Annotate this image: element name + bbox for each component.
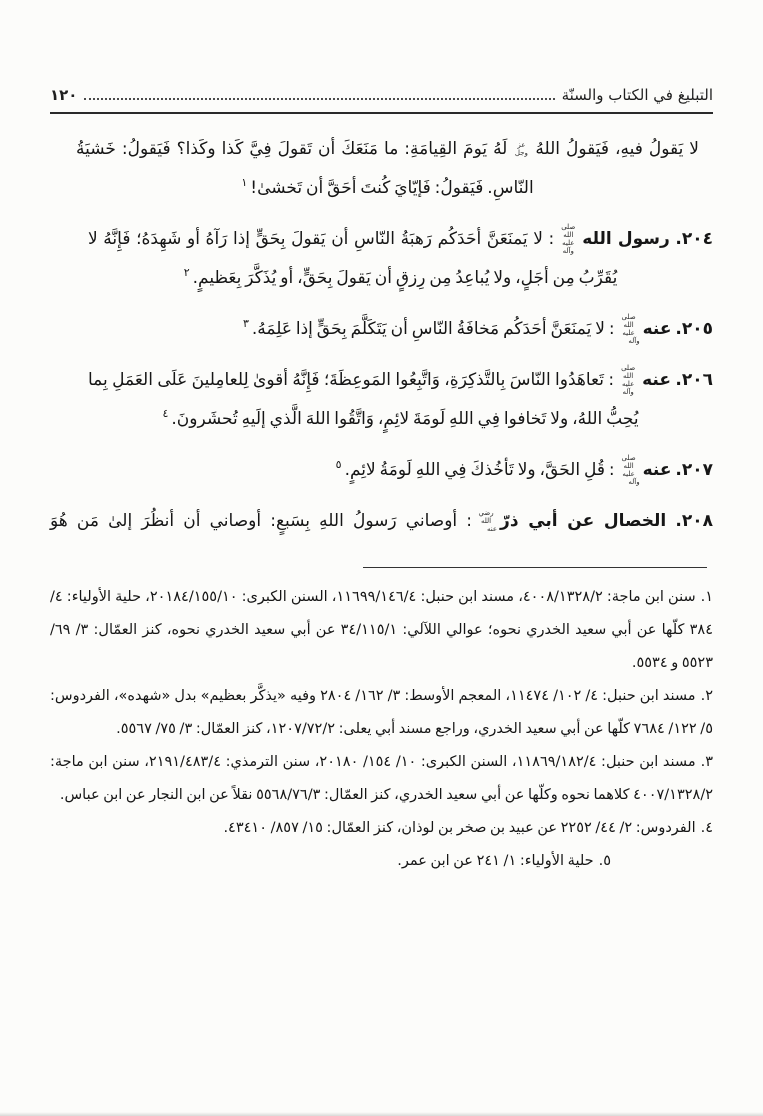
honorific-radhi-allah-symbol: رضي الله عنه [478, 508, 498, 534]
hadith-206 [50, 361, 713, 439]
hadith-source: عنه [642, 460, 672, 480]
footnote-2 [50, 680, 713, 746]
footnote-ref-3: ٣ [242, 317, 249, 331]
hadith-text: لَهُ يَومَ القِيامَةِ: ما مَنَعَكَ أن تَقولَ فِيَّ كَذا وكَذا؟ فَيَقولُ: خَشيَةُ النّاسِ. فَيَقولُ: فَإيّايَ كُنتَ أحَقَّ أن تَخشىٰ! [76, 139, 534, 198]
footnote-ref-5: ٥ [335, 458, 342, 472]
footnote-number: ٣. [700, 754, 714, 770]
footnote-text: مسند ابن حنبل: ٤/ ١٠٢/ ١١٤٧٤، المعجم الأوسط: ٣/ ١٦٢/ ٢٨٠٤ وفيه «يذكَّر بعظيم» بدل «شهده»، الفردوس: ٥/ ١٢٢/ ٧٦٨٤ كلّها عن أبي سعيد الخدري، وراجع مسند أبي يعلى: ١٢٠٧/٧٢/٢، كنز العمّال: ٣/ ٧٥/ ٥٥٦٧. [50, 688, 713, 737]
footnotes [50, 581, 713, 878]
footnote-number: ١. [700, 589, 713, 605]
honorific-salawat-symbol: صلى الله عليه وآله [561, 222, 576, 256]
hadith-number: ٢٠٤. [675, 229, 714, 249]
footnote-number: ٤. [700, 820, 713, 836]
footnote-1 [50, 581, 713, 680]
page-number: ١٢٠ [50, 86, 78, 104]
hadith-text: : لا يَمنَعَنَّ أحَدَكُم رَهبَةُ النّاسِ أن يَقولَ بِحَقٍّ إذا رَآهُ أو شَهِدَهُ؛ فَإِنَّهُ لا يُقَرِّبُ مِن أجَلٍ، ولا يُباعِدُ مِن رِزقٍ أن يَقولَ بِحَقٍّ، أو يُذَكَّرَ بِعَظيمٍ. [88, 229, 618, 288]
body-text [50, 130, 713, 541]
hadith-text: : أوصاني رَسولُ اللهِ بِسَبعٍ: أوصاني أن أنظُرَ إلىٰ مَن هُوَ [50, 511, 473, 531]
hadith-continuation-paragraph [76, 130, 699, 208]
hadith-207 [50, 451, 713, 490]
hadith-text: : لا يَمنَعَنَّ أحَدَكُم مَخافَةُ النّاسِ أن يَتَكَلَّمَ بِحَقٍّ إذا عَلِمَهُ. [251, 319, 615, 339]
footnote-ref-1: ١ [241, 176, 248, 190]
hadith-number: ٢٠٦. [675, 370, 713, 390]
footnote-text: سنن ابن ماجة: ٤٠٠٨/١٣٢٨/٢، مسند ابن حنبل: ١١٦٩٩/١٤٦/٤، السنن الكبرى: ٢٠١٨٤/١٥٥/١٠، حلية الأولياء: ٤/ ٣٨٤ كلّها عن أبي سعيد الخدري نحوه؛ عوالي اللآلي: ٣٤/١١٥/١ عن أبي سعيد الخدري نحوه، كنز العمّال: ٣/ ٦٩/ ٥٥٢٣ و ٥٥٣٤. [50, 589, 714, 671]
footnote-text: مسند ابن حنبل: ١١٨٦٩/١٨٢/٤، السنن الكبرى: ١٠/ ١٥٤/ ٢٠١٨٠، سنن الترمذي: ٢١٩١/٤٨٣/٤، سنن ابن ماجة: ٤٠٠٧/١٣٢٨/٢ كلاهما نحوه وكلّها عن أبي سعيد الخدري، كنز العمّال: ٥٥٦٨/٧٦/٣ نقلاً عن ابن النجار عن ابن عباس. [50, 754, 713, 803]
chapter-title: التبليغ في الكتاب والسنّة [561, 86, 713, 104]
hadith-source: عنه [642, 319, 672, 339]
footnote-text: الفردوس: ٢/ ٤٤/ ٢٢٥٢ عن عبيد بن صخر بن لوذان، كنز العمّال: ١٥/ ٨٥٧/ ٤٣٤١٠. [223, 820, 696, 836]
honorific-azza-wa-jall-symbol: عز وجل [514, 140, 528, 157]
footnote-ref-4: ٤ [162, 407, 169, 421]
hadith-text: لا يَقولُ فيهِ، فَيَقولُ اللهُ [535, 139, 699, 159]
footnote-separator [363, 567, 707, 568]
footnote-4 [50, 812, 713, 845]
dot-leader [84, 97, 554, 100]
hadith-source: عنه [642, 370, 671, 390]
footnote-text: حلية الأولياء: ١/ ٢٤١ عن ابن عمر. [397, 853, 594, 869]
footnote-ref-2: ٢ [183, 266, 190, 280]
honorific-salawat-symbol: صلى الله عليه وآله [621, 363, 636, 397]
footnote-5 [50, 845, 713, 878]
footnote-number: ٢. [700, 688, 713, 704]
hadith-number: ٢٠٧. [675, 460, 713, 480]
hadith-text: : قُلِ الحَقَّ، ولا تَأخُذكَ فِي اللهِ لَومَةُ لائِمٍ. [344, 460, 615, 480]
header-rule [50, 112, 713, 114]
hadith-204 [50, 220, 713, 298]
honorific-salawat-symbol: صلى الله عليه وآله [621, 453, 640, 487]
hadith-text: : تَعاهَدُوا النّاسَ بِالتَّذكِرَةِ، وَاتَّبِعُوا المَوعِظَةَ؛ فَإِنَّهُ أقوىٰ لِلعامِلينَ عَلَى العَمَلِ بِما يُحِبُّ اللهُ، ولا تَخافوا فِي اللهِ لَومَةَ لائِمٍ، وَاتَّقُوا اللهَ الَّذي إلَيهِ تُحشَرونَ. [88, 370, 639, 429]
hadith-number: ٢٠٨. [675, 511, 713, 531]
hadith-number: ٢٠٥. [675, 319, 713, 339]
footnote-3 [50, 746, 713, 812]
hadith-source: رسول الله [582, 229, 670, 249]
hadith-208 [50, 502, 713, 541]
hadith-source: الخصال عن أبي ذرّ [500, 511, 667, 531]
footnote-number: ٥. [598, 853, 611, 869]
honorific-salawat-symbol: صلى الله عليه وآله [621, 312, 640, 346]
hadith-205 [50, 310, 713, 349]
running-header [50, 86, 713, 104]
